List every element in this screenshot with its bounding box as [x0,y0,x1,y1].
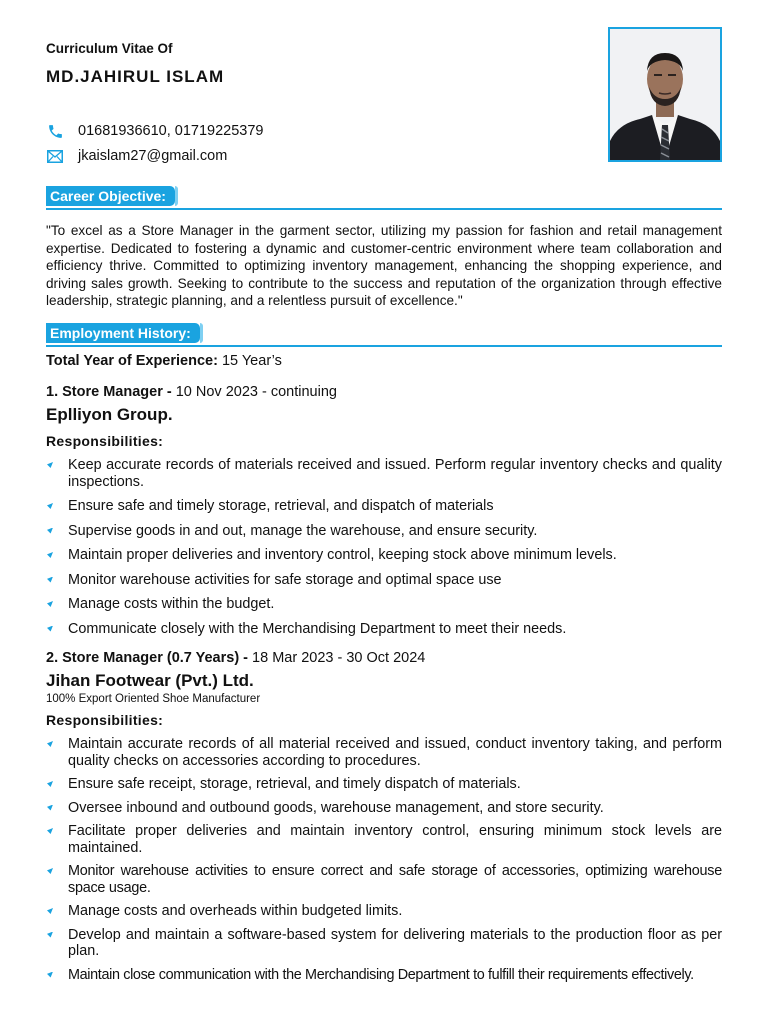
list-item: Communicate closely with the Merchandising Department to meet their needs. [46,621,722,638]
job-2-company-description: 100% Export Oriented Shoe Manufacturer [46,693,261,705]
email-row [46,147,227,165]
total-experience [46,353,282,369]
profile-photo [608,27,722,162]
envelope-icon [46,147,64,165]
phone-row [46,122,263,140]
total-experience-label: Total Year of Experience: [46,353,218,369]
career-objective-text: "To excel as a Store Manager in the garment sector, utilizing my passion for fashion and retail management expertise. Dedicated to fostering a dynamic and customer-centric environment where team collaboration and efficiency thrive. Committed to optimizing inventory management, enhancing the shopping experience, and driving sales growth. Seeking to contribute to the success and reputation of the organization through effective leadership, strategic planning, and a relentless pursuit of excellence." [46,223,722,309]
job-1-responsibilities [46,457,722,637]
job-2-position: 2. Store Manager (0.7 Years) - [46,650,249,666]
job-1-company: Eplliyon Group. [46,405,173,424]
list-item: Ensure safe and timely storage, retrieval, and dispatch of materials [46,498,722,515]
job-2-title [46,650,425,666]
job-1-title [46,384,337,400]
list-item: Oversee inbound and outbound goods, warehouse management, and store security. [46,800,722,817]
job-2-responsibilities [46,736,722,983]
list-item: Manage costs within the budget. [46,596,722,613]
list-item: Facilitate proper deliveries and maintain inventory control, ensuring minimum stock levels are maintained. [46,823,722,856]
list-item: Maintain proper deliveries and inventory control, keeping stock above minimum levels. [46,547,722,564]
total-experience-value: 15 Year’s [217,353,282,369]
cv-of-label: Curriculum Vitae Of [46,41,173,56]
phone-icon [46,122,64,140]
list-item: Develop and maintain a software-based system for delivering materials to the production floor as per plan. [46,927,722,960]
employment-history-header [46,325,722,347]
list-item: Manage costs and overheads within budgeted limits. [46,903,722,920]
email-address: jkaislam27@gmail.com [78,148,228,164]
list-item: Monitor warehouse activities for safe storage and optimal space use [46,572,722,589]
candidate-name: MD.JAHIRUL ISLAM [46,67,225,86]
job-1-dates: 10 Nov 2023 - continuing [171,384,337,400]
job-1-position: 1. Store Manager - [46,384,172,400]
job-2-company: Jihan Footwear (Pvt.) Ltd. [46,671,254,690]
list-item: Maintain accurate records of all material received and issued, conduct inventory taking, and perform quality checks on accessories according to procedures. [46,736,722,769]
list-item: Maintain close communication with the Merchandising Department to fulfill their requirements effectively. [46,967,722,984]
career-objective-heading: Career Objective: [46,186,175,206]
phone-numbers: 01681936610, 01719225379 [78,123,264,139]
job-1-responsibilities-label: Responsibilities: [46,433,164,449]
list-item: Ensure safe receipt, storage, retrieval, and timely dispatch of materials. [46,776,722,793]
employment-history-heading: Employment History: [46,323,200,343]
list-item: Keep accurate records of materials received and issued. Perform regular inventory checks and quality inspections. [46,457,722,490]
list-item: Monitor warehouse activities to ensure correct and safe storage of accessories, optimizing warehouse space usage. [46,863,722,896]
job-2-responsibilities-label: Responsibilities: [46,712,164,728]
list-item: Supervise goods in and out, manage the warehouse, and ensure security. [46,523,722,540]
career-objective-header [46,188,722,210]
job-2-dates: 18 Mar 2023 - 30 Oct 2024 [248,650,426,666]
